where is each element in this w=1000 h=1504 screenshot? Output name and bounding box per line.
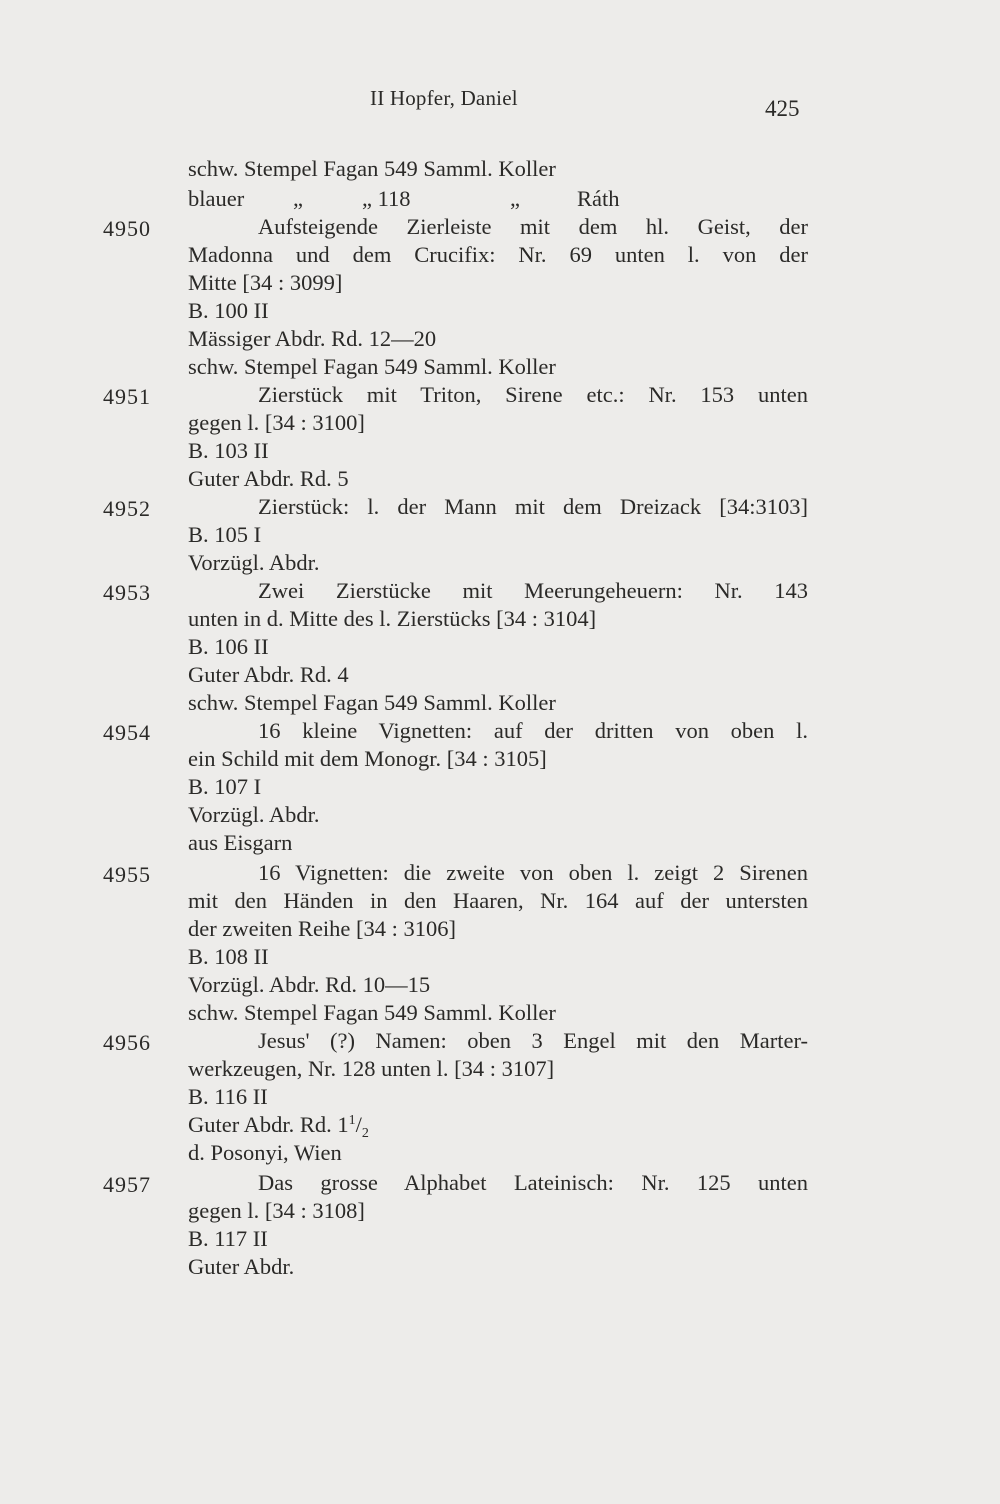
running-title: II Hopfer, Daniel xyxy=(370,86,518,110)
entry-line: werkzeugen, Nr. 128 unten l. [34 : 3107] xyxy=(188,1056,555,1081)
entry-line: schw. Stempel Fagan 549 Samml. Koller xyxy=(188,156,556,181)
entry-number: 4950 xyxy=(103,216,151,241)
entry-line: mit den Händen in den Haaren, Nr. 164 auf der untersten xyxy=(188,888,808,913)
ditto-mark: „ xyxy=(510,186,520,211)
entry-number: 4953 xyxy=(103,580,151,605)
entry-line: Guter Abdr. Rd. 5 xyxy=(188,466,349,491)
line-text: blauer xyxy=(188,186,245,211)
entry-line: schw. Stempel Fagan 549 Samml. Koller xyxy=(188,690,556,715)
entry-title: Zierstück mit Triton, Sirene etc.: Nr. 153 unten xyxy=(258,382,808,407)
entry-line: Vorzügl. Abdr. xyxy=(188,802,320,827)
entry-line: B. 103 II xyxy=(188,438,269,463)
entry-line: unten in d. Mitte des l. Zierstücks [34 : 3104] xyxy=(188,606,597,631)
entry-line: B. 105 I xyxy=(188,522,262,547)
entry-line: d. Posonyi, Wien xyxy=(188,1140,342,1165)
entry-title: Aufsteigende Zierleiste mit dem hl. Geist, der xyxy=(258,214,808,239)
entry-line: aus Eisgarn xyxy=(188,830,293,855)
entry-line: B. 106 II xyxy=(188,634,269,659)
fraction-numerator: 1 xyxy=(348,1113,356,1128)
entry-number: 4954 xyxy=(103,720,151,745)
entry-line xyxy=(188,1112,369,1142)
line-text: Guter Abdr. Rd. 1 xyxy=(188,1112,349,1137)
entry-line: ein Schild mit dem Monogr. [34 : 3105] xyxy=(188,746,547,771)
entry-title: 16 kleine Vignetten: auf der dritten von oben l. xyxy=(258,718,808,743)
entry-line: der zweiten Reihe [34 : 3106] xyxy=(188,916,457,941)
entry-title: Jesus' (?) Namen: oben 3 Engel mit den Marter- xyxy=(258,1028,808,1053)
line-text: Ráth xyxy=(577,186,620,211)
entry-line: B. 117 II xyxy=(188,1226,268,1251)
entry-number: 4952 xyxy=(103,496,151,521)
fraction-slash: / xyxy=(355,1112,362,1137)
entry-line: gegen l. [34 : 3108] xyxy=(188,1198,365,1223)
entry-number: 4951 xyxy=(103,384,151,409)
entry-line: gegen l. [34 : 3100] xyxy=(188,410,365,435)
fraction-denominator: 2 xyxy=(361,1126,369,1141)
entry-title: Zwei Zierstücke mit Meerungeheuern: Nr. 143 xyxy=(258,578,808,603)
entry-line: Madonna und dem Crucifix: Nr. 69 unten l. von der xyxy=(188,242,808,267)
entry-line: Vorzügl. Abdr. xyxy=(188,550,320,575)
entry-line: Mässiger Abdr. Rd. 12—20 xyxy=(188,326,437,351)
entry-line: Vorzügl. Abdr. Rd. 10—15 xyxy=(188,972,431,997)
entry-line: B. 108 II xyxy=(188,944,269,969)
entry-line: Guter Abdr. Rd. 4 xyxy=(188,662,349,687)
page-number: 425 xyxy=(765,96,800,121)
entry-line: schw. Stempel Fagan 549 Samml. Koller xyxy=(188,1000,556,1025)
entry-line: B. 116 II xyxy=(188,1084,268,1109)
entry-line: B. 100 II xyxy=(188,298,269,323)
entry-line: Mitte [34 : 3099] xyxy=(188,270,343,295)
entry-line: Guter Abdr. xyxy=(188,1254,295,1279)
line-text: „ 118 xyxy=(362,186,411,211)
entry-title: Zierstück: l. der Mann mit dem Dreizack [34:3103] xyxy=(258,494,808,519)
entry-title: 16 Vignetten: die zweite von oben l. zeigt 2 Sirenen xyxy=(258,860,808,885)
entry-number: 4957 xyxy=(103,1172,151,1197)
entry-number: 4956 xyxy=(103,1030,151,1055)
entry-line: B. 107 I xyxy=(188,774,262,799)
entry-line: schw. Stempel Fagan 549 Samml. Koller xyxy=(188,354,556,379)
entry-number: 4955 xyxy=(103,862,151,887)
ditto-mark: „ xyxy=(293,186,303,211)
entry-title: Das grosse Alphabet Lateinisch: Nr. 125 unten xyxy=(258,1170,808,1195)
